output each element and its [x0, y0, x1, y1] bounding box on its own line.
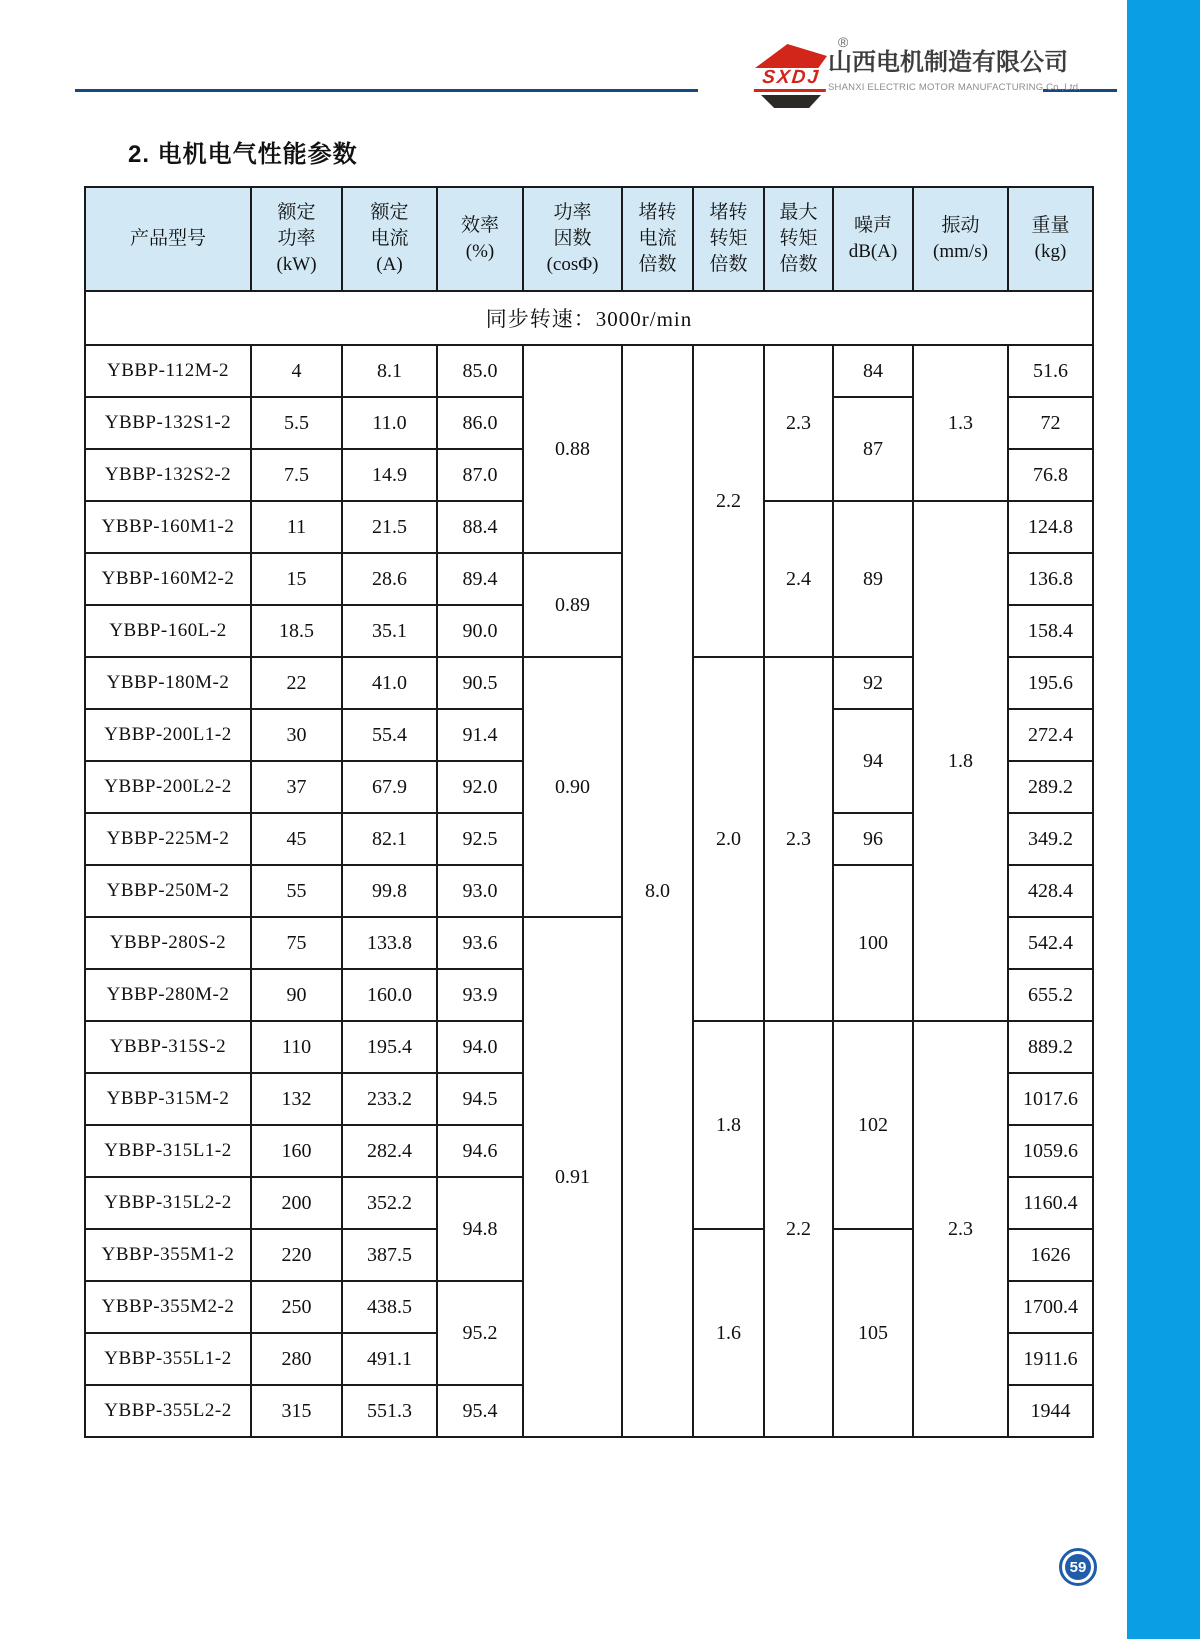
- cell-efficiency: 90.5: [437, 657, 523, 709]
- logo-text: SXDJ: [754, 67, 829, 92]
- cell-model: YBBP-315M-2: [85, 1073, 251, 1125]
- page-number: 59: [1065, 1554, 1091, 1580]
- cell-efficiency: 95.4: [437, 1385, 523, 1437]
- cell-rated-power: 90: [251, 969, 342, 1021]
- cell-rated-current: 195.4: [342, 1021, 437, 1073]
- cell-rated-current: 82.1: [342, 813, 437, 865]
- cell-rated-power: 280: [251, 1333, 342, 1385]
- col-header-line: 最大: [779, 201, 818, 223]
- cell-vibration: 1.3: [913, 345, 1008, 501]
- cell-model: YBBP-180M-2: [85, 657, 251, 709]
- cell-rated-power: 5.5: [251, 397, 342, 449]
- cell-rated-power: 315: [251, 1385, 342, 1437]
- cell-rated-current: 28.6: [342, 553, 437, 605]
- cell-efficiency: 92.5: [437, 813, 523, 865]
- cell-efficiency: 87.0: [437, 449, 523, 501]
- cell-rated-power: 37: [251, 761, 342, 813]
- cell-rated-power: 18.5: [251, 605, 342, 657]
- cell-weight: 1160.4: [1008, 1177, 1093, 1229]
- cell-rated-current: 491.1: [342, 1333, 437, 1385]
- table-row: [85, 345, 1093, 397]
- cell-efficiency: 95.2: [437, 1281, 523, 1385]
- cell-efficiency: 85.0: [437, 345, 523, 397]
- section-title: 2. 电机电气性能参数: [128, 141, 358, 168]
- col-header-line: (kW): [276, 254, 317, 276]
- col-header-line: (kg): [1034, 241, 1067, 262]
- cell-weight: 542.4: [1008, 917, 1093, 969]
- col-header-line: (mm/s): [933, 241, 988, 262]
- cell-weight: 136.8: [1008, 553, 1093, 605]
- cell-rated-power: 15: [251, 553, 342, 605]
- cell-rated-power: 22: [251, 657, 342, 709]
- cell-rated-power: 30: [251, 709, 342, 761]
- cell-noise: 89: [833, 501, 913, 657]
- cell-weight: 1911.6: [1008, 1333, 1093, 1385]
- company-name-cn: 山西电机制造有限公司: [828, 49, 1068, 76]
- cell-noise: 94: [833, 709, 913, 813]
- cell-rated-power: 220: [251, 1229, 342, 1281]
- cell-model: YBBP-280S-2: [85, 917, 251, 969]
- cell-max-torque-ratio: 2.2: [764, 1021, 833, 1437]
- cell-model: YBBP-200L2-2: [85, 761, 251, 813]
- col-header-line: 倍数: [709, 254, 748, 276]
- cell-rated-power: 11: [251, 501, 342, 553]
- col-header-max-torque-ratio: [764, 187, 833, 291]
- company-header: [698, 26, 1082, 112]
- col-header-line: 额定: [370, 201, 409, 223]
- cell-rated-power: 45: [251, 813, 342, 865]
- cell-rated-current: 99.8: [342, 865, 437, 917]
- cell-locked-rotor-torque-ratio: 2.0: [693, 657, 764, 1021]
- cell-rated-current: 21.5: [342, 501, 437, 553]
- col-header-line: 倍数: [779, 254, 818, 276]
- cell-weight: 1626: [1008, 1229, 1093, 1281]
- cell-rated-current: 8.1: [342, 345, 437, 397]
- cell-efficiency: 91.4: [437, 709, 523, 761]
- col-header-weight: [1008, 187, 1093, 291]
- col-header-noise: [833, 187, 913, 291]
- cell-model: YBBP-355M2-2: [85, 1281, 251, 1333]
- col-header-line: 因数: [553, 227, 592, 249]
- cell-efficiency: 93.0: [437, 865, 523, 917]
- col-header-rated-current: [342, 187, 437, 291]
- cell-locked-rotor-current-ratio: 8.0: [622, 345, 693, 1437]
- col-header-line: 额定: [277, 201, 316, 223]
- cell-weight: 655.2: [1008, 969, 1093, 1021]
- cell-model: YBBP-355L1-2: [85, 1333, 251, 1385]
- cell-weight: 51.6: [1008, 345, 1093, 397]
- logo-roof-shape: [755, 44, 827, 68]
- col-header-locked-rotor-torque-ratio: [693, 187, 764, 291]
- cell-model: YBBP-225M-2: [85, 813, 251, 865]
- cell-rated-current: 55.4: [342, 709, 437, 761]
- cell-power-factor: 0.88: [523, 345, 622, 553]
- cell-power-factor: 0.89: [523, 553, 622, 657]
- col-header-model: [85, 187, 251, 291]
- col-header-line: dB(A): [848, 241, 898, 262]
- cell-rated-power: 55: [251, 865, 342, 917]
- cell-model: YBBP-112M-2: [85, 345, 251, 397]
- col-header-efficiency: [437, 187, 523, 291]
- logo-base-shape: [761, 95, 821, 108]
- cell-max-torque-ratio: 2.4: [764, 501, 833, 657]
- col-header-line: 振动: [941, 214, 980, 236]
- col-header-line: 倍数: [638, 254, 677, 276]
- col-header-line: 重量: [1031, 214, 1070, 236]
- cell-efficiency: 90.0: [437, 605, 523, 657]
- cell-efficiency: 94.5: [437, 1073, 523, 1125]
- cell-weight: 1944: [1008, 1385, 1093, 1437]
- cell-rated-current: 11.0: [342, 397, 437, 449]
- cell-efficiency: 86.0: [437, 397, 523, 449]
- col-header-line: 转矩: [779, 227, 818, 249]
- right-sidebar-bar: [1127, 0, 1200, 1639]
- cell-efficiency: 92.0: [437, 761, 523, 813]
- cell-rated-power: 160: [251, 1125, 342, 1177]
- cell-rated-current: 352.2: [342, 1177, 437, 1229]
- cell-rated-current: 67.9: [342, 761, 437, 813]
- col-header-line: 堵转: [638, 201, 677, 223]
- cell-weight: 349.2: [1008, 813, 1093, 865]
- col-header-line: (cosΦ): [546, 254, 599, 276]
- cell-weight: 1017.6: [1008, 1073, 1093, 1125]
- company-name-block: [828, 42, 1082, 93]
- col-header-locked-rotor-current-ratio: [622, 187, 693, 291]
- col-header-line: 转矩: [709, 227, 748, 249]
- cell-locked-rotor-torque-ratio: 1.8: [693, 1021, 764, 1229]
- cell-model: YBBP-250M-2: [85, 865, 251, 917]
- cell-rated-power: 7.5: [251, 449, 342, 501]
- company-name-en: SHANXI ELECTRIC MOTOR MANUFACTURING Co.,Ltd.: [828, 82, 1082, 93]
- cell-weight: 889.2: [1008, 1021, 1093, 1073]
- sxdj-logo: [753, 44, 831, 108]
- cell-rated-current: 551.3: [342, 1385, 437, 1437]
- cell-weight: 72: [1008, 397, 1093, 449]
- speed-banner: 同步转速：3000r/min: [85, 291, 1093, 345]
- col-header-power-factor: [523, 187, 622, 291]
- cell-noise: 87: [833, 397, 913, 501]
- cell-rated-power: 4: [251, 345, 342, 397]
- cell-efficiency: 94.8: [437, 1177, 523, 1281]
- col-header-vibration: [913, 187, 1008, 291]
- cell-noise: 100: [833, 865, 913, 1021]
- cell-weight: 1700.4: [1008, 1281, 1093, 1333]
- table-header-row: [85, 187, 1093, 291]
- col-header-line: 电流: [370, 227, 409, 249]
- cell-model: YBBP-200L1-2: [85, 709, 251, 761]
- col-header-line: (%): [465, 241, 495, 262]
- cell-efficiency: 89.4: [437, 553, 523, 605]
- cell-model: YBBP-315L2-2: [85, 1177, 251, 1229]
- cell-rated-current: 387.5: [342, 1229, 437, 1281]
- cell-rated-current: 233.2: [342, 1073, 437, 1125]
- cell-rated-power: 110: [251, 1021, 342, 1073]
- cell-efficiency: 94.6: [437, 1125, 523, 1177]
- cell-efficiency: 93.9: [437, 969, 523, 1021]
- cell-weight: 1059.6: [1008, 1125, 1093, 1177]
- cell-rated-current: 282.4: [342, 1125, 437, 1177]
- col-header-line: 效率: [460, 214, 499, 236]
- cell-rated-power: 250: [251, 1281, 342, 1333]
- cell-vibration: 2.3: [913, 1021, 1008, 1437]
- cell-weight: 124.8: [1008, 501, 1093, 553]
- cell-weight: 428.4: [1008, 865, 1093, 917]
- cell-efficiency: 88.4: [437, 501, 523, 553]
- col-header-line: (A): [376, 254, 403, 276]
- cell-rated-power: 132: [251, 1073, 342, 1125]
- cell-weight: 195.6: [1008, 657, 1093, 709]
- registered-trademark-icon: ®: [838, 34, 849, 50]
- cell-max-torque-ratio: 2.3: [764, 657, 833, 1021]
- cell-rated-current: 133.8: [342, 917, 437, 969]
- col-header-line: 产品型号: [129, 227, 206, 249]
- cell-weight: 76.8: [1008, 449, 1093, 501]
- col-header-line: 功率: [277, 227, 316, 249]
- cell-noise: 84: [833, 345, 913, 397]
- cell-model: YBBP-132S2-2: [85, 449, 251, 501]
- cell-noise: 96: [833, 813, 913, 865]
- speed-banner-row: [85, 291, 1093, 345]
- cell-weight: 158.4: [1008, 605, 1093, 657]
- cell-model: YBBP-280M-2: [85, 969, 251, 1021]
- col-header-line: 功率: [553, 201, 592, 223]
- col-header-line: 电流: [638, 227, 677, 249]
- cell-vibration: 1.8: [913, 501, 1008, 1021]
- cell-model: YBBP-160M1-2: [85, 501, 251, 553]
- col-header-line: 堵转: [709, 201, 748, 223]
- cell-rated-power: 200: [251, 1177, 342, 1229]
- cell-model: YBBP-132S1-2: [85, 397, 251, 449]
- cell-power-factor: 0.91: [523, 917, 622, 1437]
- cell-model: YBBP-160L-2: [85, 605, 251, 657]
- col-header-line: 噪声: [853, 214, 892, 236]
- cell-rated-current: 41.0: [342, 657, 437, 709]
- cell-locked-rotor-torque-ratio: 1.6: [693, 1229, 764, 1437]
- cell-rated-current: 35.1: [342, 605, 437, 657]
- cell-model: YBBP-355M1-2: [85, 1229, 251, 1281]
- parameters-table: [84, 186, 1094, 1438]
- cell-efficiency: 94.0: [437, 1021, 523, 1073]
- cell-rated-current: 438.5: [342, 1281, 437, 1333]
- cell-power-factor: 0.90: [523, 657, 622, 917]
- cell-rated-current: 14.9: [342, 449, 437, 501]
- cell-noise: 105: [833, 1229, 913, 1437]
- col-header-rated-power: [251, 187, 342, 291]
- cell-noise: 102: [833, 1021, 913, 1229]
- cell-locked-rotor-torque-ratio: 2.2: [693, 345, 764, 657]
- cell-model: YBBP-355L2-2: [85, 1385, 251, 1437]
- cell-max-torque-ratio: 2.3: [764, 345, 833, 501]
- cell-rated-current: 160.0: [342, 969, 437, 1021]
- cell-efficiency: 93.6: [437, 917, 523, 969]
- cell-model: YBBP-160M2-2: [85, 553, 251, 605]
- cell-weight: 289.2: [1008, 761, 1093, 813]
- page-number-badge: [1059, 1548, 1097, 1586]
- cell-noise: 92: [833, 657, 913, 709]
- cell-weight: 272.4: [1008, 709, 1093, 761]
- cell-model: YBBP-315L1-2: [85, 1125, 251, 1177]
- cell-model: YBBP-315S-2: [85, 1021, 251, 1073]
- cell-rated-power: 75: [251, 917, 342, 969]
